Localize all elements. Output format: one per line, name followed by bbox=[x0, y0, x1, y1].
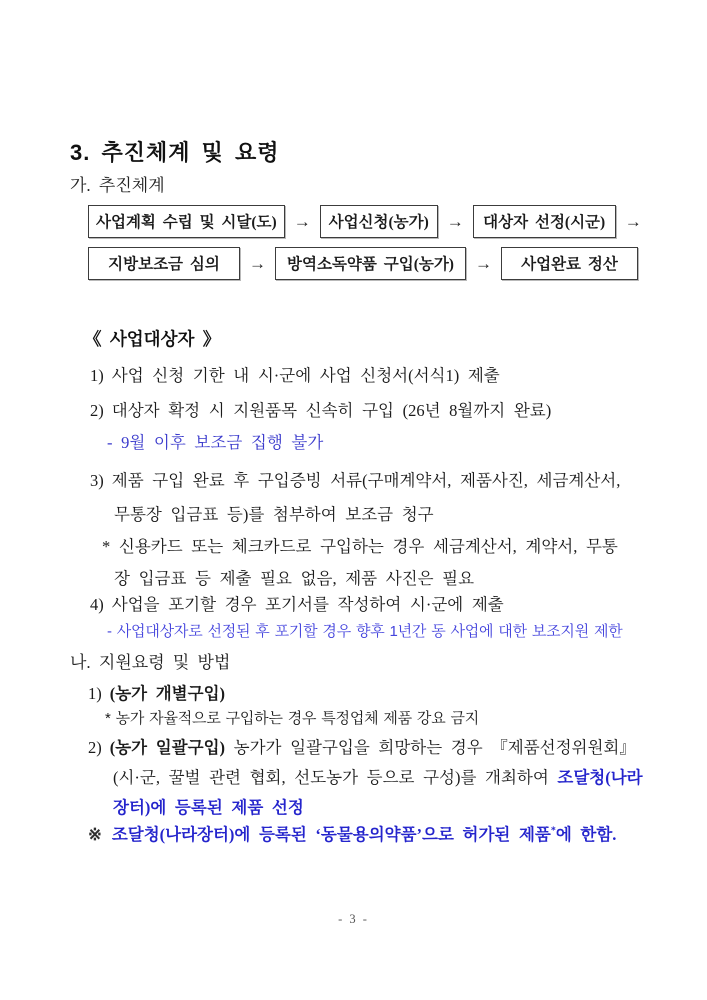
page-number: - 3 - bbox=[338, 912, 369, 926]
target-item-4-note: - 사업대상자로 선정된 후 포기할 경우 향후 1년간 동 사업에 대한 보조지원 제한 bbox=[107, 623, 623, 640]
flow-box-settle: 사업완료 정산 bbox=[501, 247, 638, 280]
item-number: 4) bbox=[90, 595, 104, 614]
item-number: 2) bbox=[90, 401, 104, 420]
arrow-icon: → bbox=[446, 211, 464, 231]
item-label: (농가 일괄구입) bbox=[109, 738, 225, 757]
item-text: (시·군, 꿀벌 관련 협회, 선도농가 등으로 구성)를 개최하여 bbox=[113, 768, 549, 787]
support-item-1 bbox=[88, 680, 225, 704]
flow-box-purchase: 방역소독약품 구입(농가) bbox=[275, 247, 466, 280]
support-item-2-line-1 bbox=[88, 734, 636, 758]
item-number: 3) bbox=[90, 471, 104, 490]
target-item-3-line-2: 무통장 입금표 등)를 첨부하여 보조금 청구 bbox=[114, 505, 434, 524]
flow-box-plan: 사업계획 수립 및 시달(도) bbox=[88, 205, 285, 238]
restriction-note bbox=[88, 821, 616, 845]
item-number: 2) bbox=[88, 738, 102, 757]
arrow-icon: → bbox=[475, 253, 492, 273]
item-label: (농가 개별구입) bbox=[109, 684, 225, 703]
process-flow-row-1 bbox=[88, 205, 651, 238]
arrow-icon: → bbox=[624, 211, 642, 231]
note-text: 조달청(나라장터)에 등록된 ‘동물용의약품’으로 허가된 제품 bbox=[111, 825, 551, 844]
target-item-3-line-1 bbox=[90, 467, 620, 491]
footnote-asterisk: * bbox=[550, 825, 556, 837]
item-text: 사업 신청 기한 내 시·군에 사업 신청서(서식1) 제출 bbox=[111, 366, 500, 385]
arrow-icon: → bbox=[249, 253, 266, 273]
item-number: 1) bbox=[88, 684, 102, 703]
flow-box-review: 지방보조금 심의 bbox=[88, 247, 240, 280]
note-text-end: 에 한함. bbox=[555, 825, 617, 844]
item-number: 1) bbox=[90, 366, 104, 385]
support-item-2-line-2 bbox=[113, 764, 643, 788]
target-item-3-star-line-1: * 신용카드 또는 체크카드로 구입하는 경우 세금계산서, 계약서, 무통 bbox=[102, 537, 618, 556]
page-title: 3. 추진체계 및 요령 bbox=[70, 140, 280, 165]
target-item-2-note: - 9월 이후 보조금 집행 불가 bbox=[107, 433, 324, 452]
flow-box-apply: 사업신청(농가) bbox=[320, 205, 438, 238]
section-a-heading: 가. 추진체계 bbox=[70, 176, 165, 195]
target-item-2 bbox=[90, 397, 551, 421]
item-text: 제품 구입 완료 후 구입증빙 서류(구매계약서, 제품사진, 세금계산서, bbox=[111, 471, 621, 490]
item-text: 농가가 일괄구입을 희망하는 경우 『제품선정위원회』 bbox=[233, 738, 636, 757]
support-item-1-star-note: * 농가 자율적으로 구입하는 경우 특정업체 제품 강요 금지 bbox=[105, 710, 480, 727]
target-item-3-star-line-2: 장 입금표 등 제출 필요 없음, 제품 사진은 필요 bbox=[114, 569, 475, 588]
reference-mark: ※ bbox=[88, 825, 102, 844]
flow-box-select: 대상자 선정(시군) bbox=[473, 205, 616, 238]
process-flow-row-2 bbox=[88, 247, 638, 280]
targets-heading: 《 사업대상자 》 bbox=[84, 329, 221, 349]
support-item-2-line-3: 장터)에 등록된 제품 선정 bbox=[113, 798, 304, 817]
arrow-icon: → bbox=[293, 211, 311, 231]
section-b-heading: 나. 지원요령 및 방법 bbox=[70, 653, 231, 672]
target-item-1 bbox=[90, 362, 500, 386]
target-item-4 bbox=[90, 591, 504, 615]
item-text: 대상자 확정 시 지원품목 신속히 구입 (26년 8월까지 완료) bbox=[111, 401, 552, 420]
item-text: 사업을 포기할 경우 포기서를 작성하여 시·군에 제출 bbox=[111, 595, 504, 614]
procurement-text-blue: 조달청(나라 bbox=[557, 768, 643, 787]
